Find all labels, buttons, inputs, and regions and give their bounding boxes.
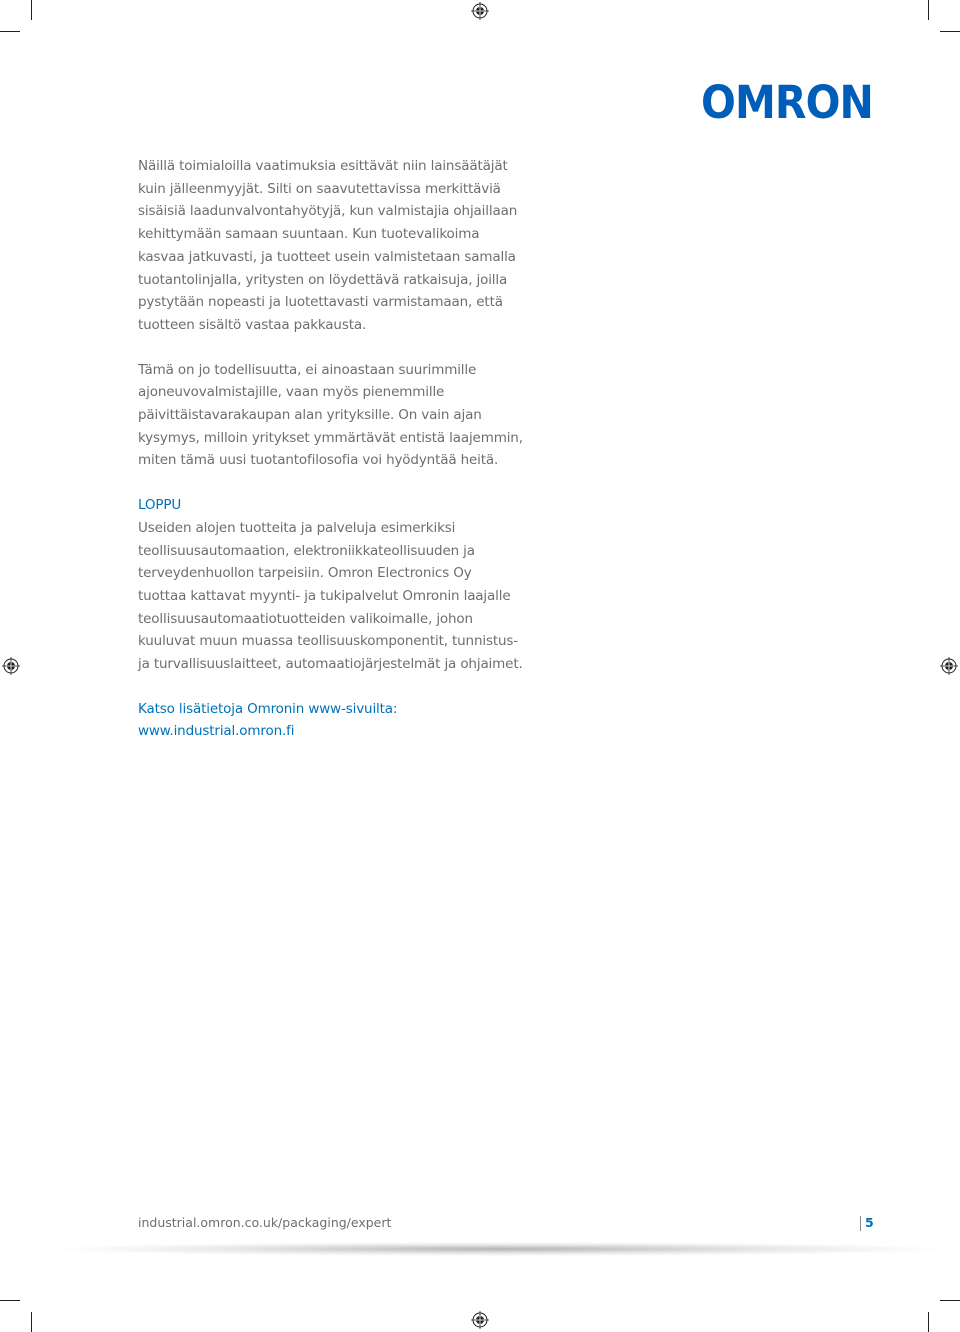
section-line: kuuluvat muun muassa teollisuuskomponentit, tunnistus-	[138, 633, 518, 650]
paragraph-1-line: Näillä toimialoilla vaatimuksia esittävät niin lainsäätäjät	[138, 158, 508, 174]
page-number: 5	[865, 1215, 874, 1230]
crop-mark-bottom-left-vertical	[31, 1312, 32, 1332]
paragraph-2-line: miten tämä uusi tuotantofilosofia voi hyödyntää heitä.	[138, 452, 499, 469]
section-line: terveydenhuollon tarpeisiin. Omron Electronics Oy	[138, 565, 472, 582]
section-heading: LOPPU	[138, 497, 182, 514]
footer-divider	[860, 1216, 861, 1231]
crop-mark-top-right-horizontal	[940, 31, 960, 32]
footer-url: industrial.omron.co.uk/packaging/expert	[138, 1215, 392, 1230]
section-line: ja turvallisuuslaitteet, automaatiojärjestelmät ja ohjaimet.	[138, 656, 523, 673]
paragraph-1-line: tuotteen sisältö vastaa pakkausta.	[138, 316, 367, 333]
section-line: Useiden alojen tuotteita ja palveluja esimerkiksi	[138, 519, 456, 536]
section-line: teollisuusautomaatiotuotteiden valikoimalle, johon	[138, 610, 473, 627]
more-info-label: Katso lisätietoja Omronin www-sivuilta:	[138, 700, 398, 717]
crop-mark-top-left-vertical	[31, 0, 32, 20]
omron-website-link[interactable]: www.industrial.omron.fi	[138, 723, 295, 740]
paragraph-1	[138, 155, 518, 337]
crop-mark-bottom-right-vertical	[928, 1312, 929, 1332]
section-loppu	[138, 494, 523, 676]
paragraph-1-line: sisäisiä laadunvalvontahyötyjä, kun valmistajia ohjaillaan	[138, 203, 518, 220]
paragraph-1-line: kasvaa jatkuvasti, ja tuotteet usein valmistetaan samalla	[138, 248, 516, 265]
article-body	[138, 155, 523, 765]
footer-shadow-rule	[60, 1242, 940, 1256]
paragraph-1-line: tuotantolinjalla, yritysten on löydettävä ratkaisuja, joilla	[138, 271, 508, 288]
crop-mark-bottom-left-horizontal	[0, 1300, 20, 1301]
section-line: tuottaa kattavat myynti- ja tukipalvelut Omronin laajalle	[138, 587, 511, 604]
paragraph-2-line: päivittäistavarakaupan alan yrityksille. On vain ajan	[138, 407, 482, 424]
paragraph-1-line: kuin jälleenmyyjät. Silti on saavutettavissa merkittäviä	[138, 180, 501, 197]
paragraph-2-line: kysymys, milloin yritykset ymmärtävät entistä laajemmin,	[138, 429, 523, 446]
paragraph-2-line: Tämä on jo todellisuutta, ei ainoastaan suurimmille	[138, 361, 477, 378]
crop-mark-top-left-horizontal	[0, 31, 20, 32]
registration-mark-left-icon	[2, 657, 20, 675]
paragraph-2	[138, 359, 523, 473]
registration-mark-right-icon	[940, 657, 958, 675]
crop-mark-top-right-vertical	[928, 0, 929, 20]
omron-logo	[700, 82, 874, 120]
registration-mark-bottom-icon	[471, 1311, 489, 1329]
more-info	[138, 698, 498, 743]
section-line: teollisuusautomaation, elektroniikkateollisuuden ja	[138, 542, 475, 559]
omron-logo-text: OMRON	[701, 82, 873, 120]
paragraph-1-line: kehittymään samaan suuntaan. Kun tuotevalikoima	[138, 226, 480, 243]
paragraph-2-line: ajoneuvovalmistajille, vaan myös pienemmille	[138, 384, 445, 401]
crop-mark-bottom-right-horizontal	[940, 1300, 960, 1301]
paragraph-1-line: pystytään nopeasti ja luotettavasti varmistamaan, että	[138, 294, 503, 311]
registration-mark-top-icon	[471, 2, 489, 20]
